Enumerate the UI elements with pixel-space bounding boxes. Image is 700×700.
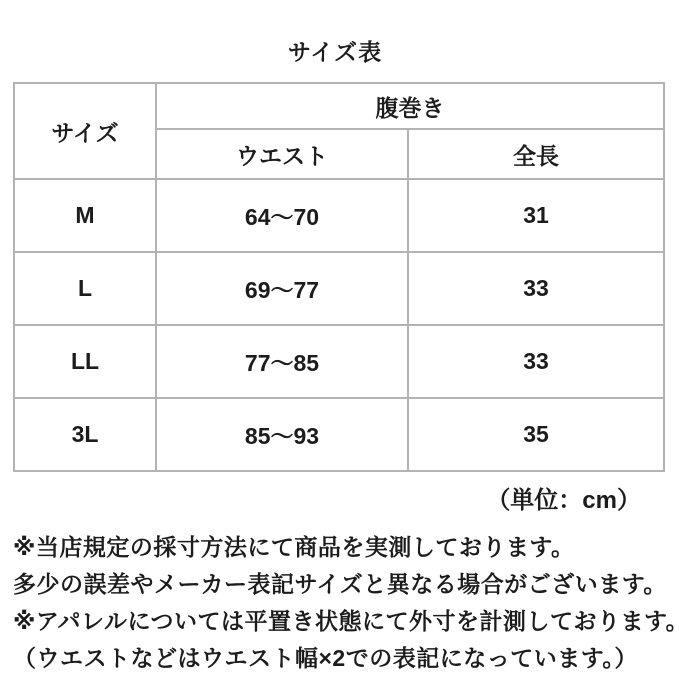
size-cell: M: [14, 179, 156, 252]
length-cell: 33: [408, 252, 664, 325]
table-row: [14, 398, 664, 471]
size-table: [13, 82, 665, 472]
size-cell: LL: [14, 325, 156, 398]
length-cell: 33: [408, 325, 664, 398]
length-cell: 31: [408, 179, 664, 252]
group-header-haramaki: 腹巻き: [156, 83, 664, 129]
note-line: ※アパレルについては平置き状態にて外寸を計測しております。: [13, 608, 690, 634]
col-header-length: 全長: [408, 129, 664, 179]
measurement-notes: [13, 529, 700, 677]
waist-cell: 64〜70: [156, 179, 408, 252]
waist-cell: 85〜93: [156, 398, 408, 471]
table-header-row-group: [14, 83, 664, 129]
waist-cell: 77〜85: [156, 325, 408, 398]
note-line: 多少の誤差やメーカー表記サイズと異なる場合がございます。: [13, 571, 667, 597]
size-cell: L: [14, 252, 156, 325]
length-cell: 35: [408, 398, 664, 471]
table-row: [14, 325, 664, 398]
table-row: [14, 252, 664, 325]
size-cell: 3L: [14, 398, 156, 471]
table-row: [14, 179, 664, 252]
note-line: ※当店規定の採寸方法にて商品を実測しております。: [13, 534, 575, 560]
corner-header-size: サイズ: [14, 83, 156, 179]
waist-cell: 69〜77: [156, 252, 408, 325]
page-title: サイズ表: [287, 39, 383, 65]
note-line: （ウエストなどはウエスト幅×2での表記になっています。）: [13, 645, 638, 671]
col-header-waist: ウエスト: [156, 129, 408, 179]
unit-label: （単位：cm）: [486, 487, 641, 514]
